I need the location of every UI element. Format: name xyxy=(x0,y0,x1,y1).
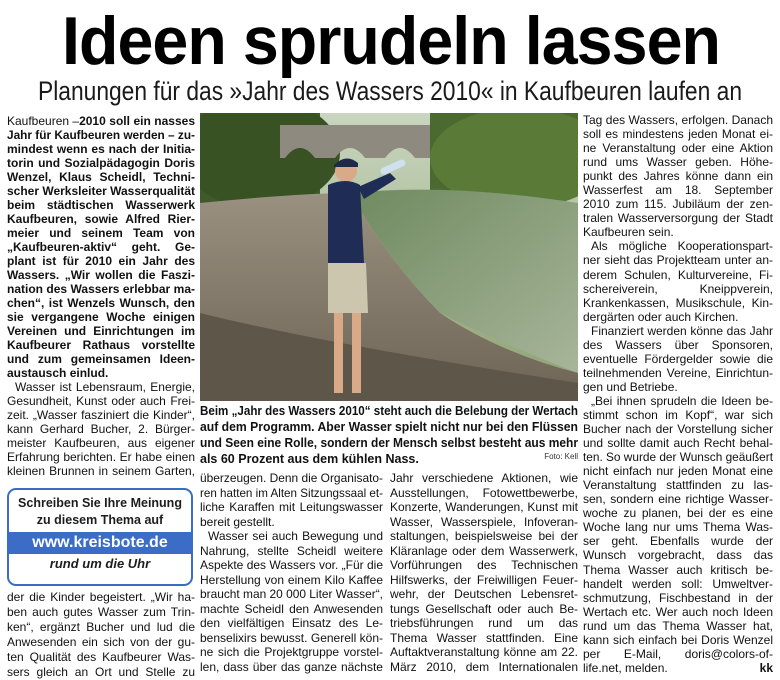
text-line xyxy=(583,605,773,619)
subtitle-text: Planungen für das »Jahr des Wassers 2010« in Kaufbeuren laufen an xyxy=(38,76,742,106)
text-line xyxy=(583,450,773,464)
text-line-content: Tag des Wassers, erfolgen. Danach xyxy=(583,113,773,127)
headline-text: Ideen sprudeln lassen xyxy=(62,3,720,79)
text-line-content: beim städtischen Wasserwerk xyxy=(7,198,195,212)
text-line-content: Krankenkassen, Musikschule, Kin- xyxy=(583,295,773,310)
text-line xyxy=(583,127,773,141)
text-line xyxy=(583,225,773,239)
text-line xyxy=(200,660,383,675)
text-line xyxy=(583,464,773,478)
text-line xyxy=(583,520,773,534)
text-line xyxy=(390,515,578,530)
text-line-content: Bucher nach der Vorstellung sicher xyxy=(583,422,773,437)
text-line-content: plant ist für 2010 ein Jahr des xyxy=(7,254,195,268)
text-line-content: Jahr für Kaufbeuren werden – zu- xyxy=(7,128,195,142)
text-line-content: life.net, melden. xyxy=(583,660,668,675)
text-line xyxy=(7,240,195,254)
text-line xyxy=(390,486,578,501)
text-line xyxy=(583,577,773,591)
text-line-content: bereit gestellt. xyxy=(200,514,275,529)
text-line-content: tralen Wasserversorgung der Stadt xyxy=(583,211,773,226)
text-line xyxy=(7,464,195,478)
text-line-content: meister Kaufbeuren, aus eigener xyxy=(7,436,195,450)
text-line xyxy=(7,184,195,198)
text-line-content: Jahr verschiedene Aktionen, wie xyxy=(390,471,578,485)
text-line xyxy=(200,558,383,573)
text-line xyxy=(7,268,195,282)
text-line xyxy=(583,436,773,450)
text-line-content: austausch einlud. xyxy=(7,366,109,380)
text-line-content: ne Veranstaltung oder eine Aktion xyxy=(583,141,773,156)
text-line-content: ne sich die Projektgruppe vorstel- xyxy=(200,645,383,659)
text-line xyxy=(390,660,578,675)
text-line-content: der die Kinder begeistert. „Wir ha- xyxy=(7,590,195,604)
text-line xyxy=(7,380,195,394)
text-line xyxy=(7,226,195,240)
text-line xyxy=(583,408,773,422)
text-line xyxy=(200,515,383,530)
text-line xyxy=(7,408,195,422)
text-line xyxy=(200,616,383,631)
text-line-content: scher Werksleiter Wasserqualität xyxy=(7,184,195,198)
text-line xyxy=(390,602,578,617)
text-line xyxy=(583,633,773,647)
text-line xyxy=(7,114,195,128)
text-line xyxy=(583,506,773,520)
text-line-content: braucht man 20 000 Liter Wasser“, xyxy=(200,587,383,601)
text-line xyxy=(200,573,383,588)
text-line xyxy=(583,661,773,675)
text-line-content: Vorführungen des Technischen xyxy=(390,558,578,572)
text-line-content: tungs Gesellschaft oder auch Be- xyxy=(390,601,578,616)
text-line-content: den vielfältigen Einsatz des Le- xyxy=(200,616,383,630)
subtitle xyxy=(38,75,742,107)
text-line-content: des Wassers über Sponsoren, xyxy=(583,337,773,352)
text-line-content: wehr, der Deutschen Lebensret- xyxy=(390,587,578,601)
text-line-content: ner sieht das Projektteam unter an- xyxy=(583,253,773,268)
text-line-content: März 2010, dem Internationalen xyxy=(390,659,578,674)
text-line xyxy=(7,635,195,650)
text-line xyxy=(583,183,773,197)
text-line-content: Wasser sei auch Bewegung und xyxy=(208,529,383,543)
text-line-content: kann sich einfach bei Doris Wenzel xyxy=(583,632,773,647)
text-line-content: Wassers. „Wir wollen die Faszi- xyxy=(7,268,195,282)
caption-line: als 60 Prozent aus dem kühlen Nass. xyxy=(200,452,419,466)
text-line-content: Erfahrung berichten. Er habe einen xyxy=(7,450,195,464)
text-line-content: kann Gerhard Bucher, 2. Bürger- xyxy=(7,422,195,436)
caption-line: und Seen eine Rolle, sondern der Mensch selbst besteht aus mehr xyxy=(200,436,578,450)
text-line-content: Woche lang nur ums Thema Was- xyxy=(583,520,773,535)
text-line-content: benselixirs bewusst. Generell kön- xyxy=(200,630,383,645)
text-line xyxy=(583,619,773,633)
text-line xyxy=(583,155,773,169)
text-line-content: Hilfswerks, der Freiwilligen Feuer- xyxy=(390,572,578,587)
text-line-content: liche Karaffen mit Leitungswasser xyxy=(200,500,383,514)
text-line xyxy=(390,500,578,515)
text-line xyxy=(7,436,195,450)
text-line-content: rund um das Thema Wasser hat, xyxy=(583,618,773,633)
text-line xyxy=(583,591,773,605)
text-line xyxy=(583,492,773,506)
text-line-content: und sollte damit auch Recht behal- xyxy=(583,436,773,451)
text-line-content: Herstellung von einem Kilo Kaffee xyxy=(200,572,383,587)
text-line xyxy=(7,254,195,268)
text-line-content: ser geht. Ebenfalls wurde der xyxy=(583,534,773,549)
text-line-content: woche zu planen, bei der es eine xyxy=(583,506,773,521)
text-line-content: Wenzel, Klaus Scheidl, Techni- xyxy=(7,170,195,184)
text-line-content: Finanziert werden könne das Jahr xyxy=(591,323,773,338)
text-line-content: Kläranlage oder dem Wasserwerk, xyxy=(390,543,578,558)
text-line xyxy=(7,394,195,408)
text-line-content: Kaufbeuren, sowie Alfred Rier- xyxy=(7,212,195,226)
text-line-content: 2010 soll ein nasses xyxy=(79,114,195,128)
text-line-content: 2010 zum 115. Jubiläum der zen- xyxy=(583,197,773,212)
text-line-content: soll es mindestens jeden Monat ei- xyxy=(583,127,773,142)
text-line xyxy=(7,282,195,296)
text-line-content: eventuelle Fördergelder sowie die xyxy=(583,351,773,366)
text-line-content: gen und Betriebe. xyxy=(583,379,678,394)
text-line xyxy=(583,394,773,408)
text-line xyxy=(7,422,195,436)
text-line xyxy=(583,113,773,127)
text-line-content: len, dass über das ganze nächste xyxy=(200,659,383,674)
text-line-content: derem Schulen, Kulturvereine, Fi- xyxy=(583,267,773,282)
text-line-content: punkt des Jahres könne dann ein xyxy=(583,169,773,184)
text-line xyxy=(7,324,195,338)
text-line xyxy=(7,665,195,680)
promo-line-2: zu diesem Thema auf xyxy=(36,513,164,527)
text-line-content: torin und Sozialpädagogin Doris xyxy=(7,156,195,170)
text-line-content: zeit. „Wasser fasziniert die Kinder“, xyxy=(7,408,195,422)
text-line-content: „Bei ihnen sprudeln die Ideen be- xyxy=(591,393,773,408)
text-line xyxy=(390,573,578,588)
text-line-content: Wunsch vorgebracht, dass das xyxy=(583,548,773,563)
text-line xyxy=(583,338,773,352)
text-line-content: machte Scheidl den Anwesenden xyxy=(200,601,383,616)
article-column-4 xyxy=(583,113,773,675)
text-line-content: sen, sondern eine richtige Wasser- xyxy=(583,492,773,507)
article-column-1 xyxy=(7,114,195,478)
text-line-content: Wasserfest am 18. September xyxy=(583,183,773,198)
text-line-content: Wasser ist Lebensraum, Energie, xyxy=(15,380,195,394)
promo-line-1: Schreiben Sie Ihre Meinung xyxy=(18,496,182,510)
text-line-content: Gesundheit, Kunst oder auch Frei- xyxy=(7,394,195,408)
text-line xyxy=(7,338,195,352)
text-line xyxy=(583,211,773,225)
text-line-content: handelt werden soll: Umweltver- xyxy=(583,576,773,591)
text-line xyxy=(7,450,195,464)
text-line-content: Veranstaltung stattfinden zu las- xyxy=(583,478,773,493)
text-line xyxy=(7,198,195,212)
promo-url-link[interactable]: www.kreisbote.de xyxy=(9,532,191,554)
text-line xyxy=(7,142,195,156)
text-line xyxy=(200,486,383,501)
text-line xyxy=(200,602,383,617)
text-line xyxy=(583,282,773,296)
text-line xyxy=(583,296,773,310)
photo-credit: Foto: Kell xyxy=(544,452,578,461)
text-line xyxy=(583,534,773,548)
text-line xyxy=(583,366,773,380)
article-column-2 xyxy=(200,471,383,674)
text-line xyxy=(390,544,578,559)
text-line-content: Wertach etc. Wer auch noch Ideen xyxy=(583,604,773,619)
text-line-content: Nahrung, stellte Scheidl weitere xyxy=(200,543,383,558)
text-line xyxy=(7,366,195,380)
text-line-content: ten. So wurde der Wunsch geäußert xyxy=(583,450,773,465)
text-line xyxy=(7,352,195,366)
text-line xyxy=(200,645,383,660)
text-line xyxy=(200,631,383,646)
headline xyxy=(62,3,720,79)
text-line xyxy=(583,310,773,324)
text-line-content: ren hatten im Alten Sitzungssaal et- xyxy=(200,485,383,500)
article-column-1-continued xyxy=(7,590,195,680)
text-line-content: schmutzung, Fischbestand in der xyxy=(583,590,773,605)
text-line-content: und zum gemeinsamen Ideen- xyxy=(7,352,195,366)
text-line xyxy=(390,558,578,573)
text-line-content: kleinen Brunnen in seinem Garten, xyxy=(7,464,195,478)
text-line xyxy=(583,352,773,366)
text-line-content: Als mögliche Kooperationspart- xyxy=(591,239,773,254)
text-line-content: Ausstellungen, Fotowettbewerbe, xyxy=(390,485,578,500)
text-line-content: ten Qualität des Kaufbeurer Was- xyxy=(7,650,195,664)
dateline: Kaufbeuren – xyxy=(7,114,80,128)
text-line xyxy=(583,548,773,562)
text-line xyxy=(390,631,578,646)
text-line xyxy=(583,324,773,338)
text-line xyxy=(7,170,195,184)
text-line-content: dergärten oder auch Kirchen. xyxy=(583,309,739,324)
text-line xyxy=(390,616,578,631)
text-line xyxy=(7,128,195,142)
text-line-content: Aspekte des Wassers vor. „Für die xyxy=(200,558,383,572)
text-line-content: teilnehmenden Vereine, Einrichtun- xyxy=(583,365,773,380)
text-line xyxy=(583,563,773,577)
text-line-content: meier und seinem Team von xyxy=(7,226,195,240)
text-line xyxy=(583,268,773,282)
text-line-content: Thema Wasser stattfinden. Eine xyxy=(390,630,578,645)
text-line xyxy=(583,422,773,436)
text-line-content: stimmt schon im Kopf“, war sich xyxy=(583,407,773,422)
photo-man-drinking-water-at-river xyxy=(200,113,578,401)
text-line-content: staltungen, beispielsweise bei der xyxy=(390,529,578,543)
text-line-content: Anwesenden ein sich von der gu- xyxy=(7,635,195,649)
caption-line: Beim „Jahr des Wassers 2010“ steht auch die Belebung der Wertach xyxy=(200,404,578,418)
text-line-content: ben auch gutes Wasser zum Trin- xyxy=(7,605,195,619)
text-line-content: rund ums Wasser geben. Höhe- xyxy=(583,155,773,170)
text-line xyxy=(7,605,195,620)
text-line xyxy=(7,212,195,226)
promo-box[interactable] xyxy=(7,488,193,586)
text-line xyxy=(390,587,578,602)
text-line xyxy=(200,500,383,515)
text-line xyxy=(7,296,195,310)
caption-line: auf dem Programm. Aber Wasser spielt nicht nur bei den Flüssen xyxy=(200,420,578,434)
text-line-content: per E-Mail, doris@colors-of- xyxy=(583,646,773,661)
text-line-content: Kaufbeurer Rathaus vorstellte xyxy=(7,338,195,352)
text-line xyxy=(390,529,578,544)
text-line xyxy=(7,620,195,635)
text-line xyxy=(583,380,773,394)
text-line xyxy=(583,141,773,155)
promo-tagline: rund um die Uhr xyxy=(49,556,151,571)
text-line-content: überzeugen. Denn die Organisato- xyxy=(200,471,383,485)
text-line-content: Vereinen und Einrichtungen im xyxy=(7,324,195,338)
text-line xyxy=(583,239,773,253)
text-line xyxy=(7,310,195,324)
author-initials: kk xyxy=(759,660,773,675)
text-line xyxy=(390,645,578,660)
text-line xyxy=(390,471,578,486)
text-line-content: Wasser, Wasserspiele, Infoveran- xyxy=(390,514,578,529)
text-line xyxy=(583,478,773,492)
text-line xyxy=(583,169,773,183)
text-line xyxy=(200,471,383,486)
text-line-content: sie vergangene Woche einigen xyxy=(7,310,195,324)
text-line xyxy=(583,253,773,267)
text-line-content: triebsführungen rund um das xyxy=(390,616,578,630)
text-line-content: ken“, ergänzt Bucher und lud die xyxy=(7,620,195,634)
photo-caption xyxy=(200,403,578,467)
text-line-content: mindest wenn es nach der Initia- xyxy=(7,142,195,156)
text-line-content: Konzerte, Wanderungen, Kunst mit xyxy=(390,500,578,514)
text-line-content: Auftaktveranstaltung könne am 22. xyxy=(390,645,578,659)
text-line xyxy=(583,647,773,661)
text-line xyxy=(200,529,383,544)
text-line xyxy=(583,197,773,211)
text-line-content: Kaufbeuren sein. xyxy=(583,225,674,240)
text-line-content: nicht einfach nur jeden Monat eine xyxy=(583,464,773,479)
text-line-content: schereiverein, Kneippverein, xyxy=(583,281,773,296)
text-line-content: sers gleich an Ort und Stelle zu xyxy=(7,665,195,679)
article-column-3 xyxy=(390,471,578,674)
text-line-content: „Kaufbeuren-aktiv“ geht. Ge- xyxy=(7,240,195,254)
text-line-content: Thema Wasser auch kritisch be- xyxy=(583,562,773,577)
text-line xyxy=(200,544,383,559)
text-line xyxy=(7,156,195,170)
text-line-content: chen“, ist Wenzels Wunsch, den xyxy=(7,296,195,310)
text-line xyxy=(200,587,383,602)
text-line xyxy=(7,590,195,605)
text-line xyxy=(7,650,195,665)
text-line-content: nation des Wassers erlebbar ma- xyxy=(7,282,195,296)
